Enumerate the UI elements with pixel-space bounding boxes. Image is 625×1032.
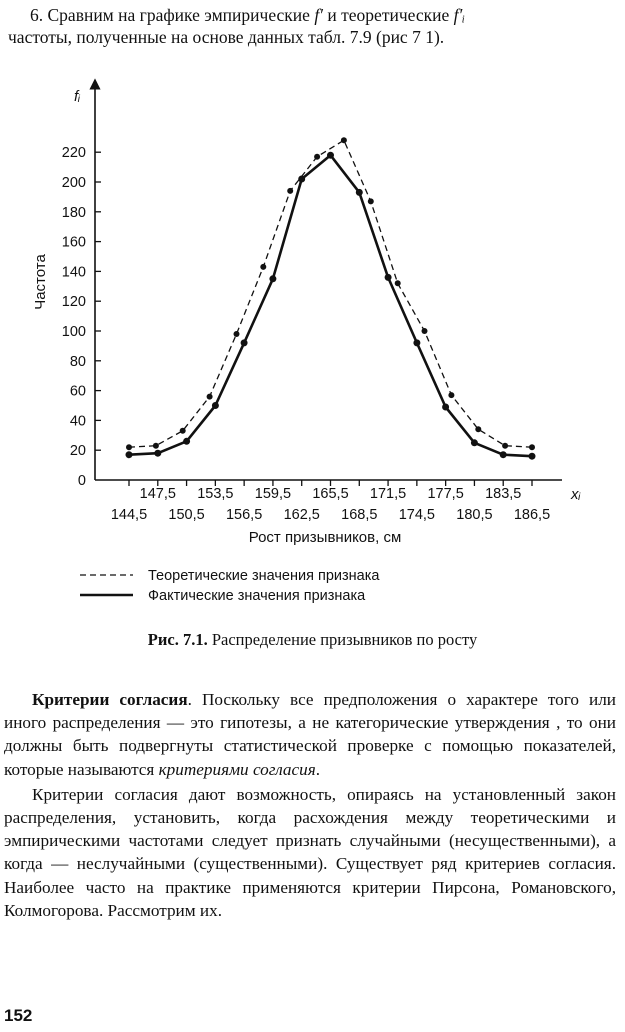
data-point-empirical <box>183 438 190 445</box>
figure-caption <box>0 630 625 650</box>
data-point-theoretical <box>475 426 481 432</box>
data-point-theoretical <box>529 444 535 450</box>
paragraph1-text: . Поскольку все предположения о характере того или иного распределения — это гипотезы, а не категорические утверждения , то они должны быть подвергнуты статистической проверке с помощью показателей, которые называются <box>4 690 616 779</box>
legend-label-theoretical: Теоретические значения признака <box>148 568 380 584</box>
x-tick-label-upper: 147,5 <box>139 486 176 502</box>
data-point-theoretical <box>126 444 132 450</box>
paragraph-criteria: Критерии согласия дают возможность, опираясь на установленный закон распределения, установить, когда расхождения между теоретическими и эмпирическими частотами следует признать случайными (несущественными), а когда — неслучайными (существенными). Существует ряд критериев согласия. Наиболее часто на практике применяются критерии Пирсона, Романовского, Колмогорова. Рассмотрим их. <box>4 784 616 920</box>
x-tick-label-upper: 165,5 <box>312 486 349 502</box>
data-point-theoretical <box>207 394 213 400</box>
data-point-empirical <box>154 450 161 457</box>
y-tick-label: 80 <box>69 353 86 370</box>
data-point-theoretical <box>502 443 508 449</box>
term-italic: критериями согласия <box>158 759 316 779</box>
data-point-empirical <box>529 453 536 460</box>
page-number: 152 <box>4 1006 33 1025</box>
data-point-empirical <box>298 176 305 183</box>
y-axis-title: Частота <box>32 254 49 310</box>
figure-caption-text: Распределение призывников по росту <box>207 630 478 649</box>
y-axis-symbol: fᵢ <box>74 88 81 105</box>
x-tick-label-upper: 153,5 <box>197 486 234 502</box>
x-tick-label-lower: 150,5 <box>168 507 205 523</box>
data-point-theoretical <box>287 188 293 194</box>
x-tick-label-upper: 171,5 <box>369 486 407 502</box>
intro-line-1 <box>8 4 613 26</box>
x-tick-label-lower: 186,5 <box>513 507 551 523</box>
y-tick-label: 100 <box>61 324 86 340</box>
figure-caption-label: Рис. 7.1. <box>147 630 208 649</box>
intro-line-2: частоты, полученные на основе данных табл. 7.9 (рис 7 1). <box>8 27 445 47</box>
data-point-theoretical <box>234 331 240 337</box>
paragraph-goodness-of-fit <box>4 688 616 781</box>
x-axis-title: Рост призывников, см <box>248 529 402 546</box>
intro-text-mid: и теоретические <box>323 5 454 25</box>
data-point-empirical <box>241 339 248 346</box>
x-axis-symbol: xᵢ <box>571 486 581 503</box>
y-tick-label: 160 <box>61 234 86 251</box>
x-tick-label-lower: 168,5 <box>341 507 378 523</box>
data-point-theoretical <box>422 328 428 334</box>
x-tick-label-upper: 159,5 <box>254 486 292 502</box>
data-point-empirical <box>442 404 449 411</box>
data-point-theoretical <box>341 137 347 143</box>
data-point-empirical <box>126 451 133 458</box>
y-tick-label: 120 <box>61 294 86 311</box>
data-point-empirical <box>212 402 219 409</box>
data-point-empirical <box>269 275 276 282</box>
x-tick-label-lower: 180,5 <box>456 507 493 523</box>
series-line-empirical <box>129 155 532 456</box>
y-tick-label: 220 <box>61 145 86 162</box>
data-point-empirical <box>500 451 507 458</box>
data-point-theoretical <box>395 280 401 286</box>
data-point-empirical <box>413 339 420 346</box>
frequency-distribution-chart <box>0 70 625 620</box>
x-tick-label-upper: 177,5 <box>427 486 464 502</box>
data-point-theoretical <box>448 392 454 398</box>
theoretical-frequency-symbol: f′ᵢ <box>453 5 466 25</box>
x-tick-label-upper: 183,5 <box>485 486 522 502</box>
legend-label-empirical: Фактические значения признака <box>148 588 366 604</box>
x-tick-label-lower: 162,5 <box>283 507 320 523</box>
data-point-empirical <box>356 189 363 196</box>
x-tick-label-lower: 144,5 <box>110 507 148 523</box>
intro-paragraph <box>8 4 613 48</box>
data-point-theoretical <box>314 154 320 160</box>
y-tick-label: 0 <box>77 473 86 489</box>
y-tick-label: 20 <box>69 443 86 460</box>
y-tick-label: 40 <box>69 413 86 430</box>
data-point-theoretical <box>368 198 374 204</box>
empirical-frequency-symbol: f′ <box>314 5 324 25</box>
x-tick-label-lower: 174,5 <box>398 507 436 523</box>
data-point-empirical <box>471 439 478 446</box>
data-point-theoretical <box>260 264 266 270</box>
data-point-theoretical <box>180 428 186 434</box>
y-tick-label: 180 <box>61 204 86 221</box>
intro-text-start: 6. Сравним на графике эмпирические <box>30 5 315 25</box>
data-point-theoretical <box>153 443 159 449</box>
y-tick-label: 140 <box>61 264 86 281</box>
x-tick-label-lower: 156,5 <box>225 507 263 523</box>
data-point-empirical <box>327 152 334 159</box>
term-bold: Критерии согласия <box>32 690 188 709</box>
paragraph1-end: . <box>315 759 321 779</box>
y-tick-label: 200 <box>61 175 86 191</box>
y-tick-label: 60 <box>69 383 86 400</box>
data-point-empirical <box>385 274 392 281</box>
body-text <box>4 688 616 922</box>
series-line-theoretical <box>129 140 532 447</box>
